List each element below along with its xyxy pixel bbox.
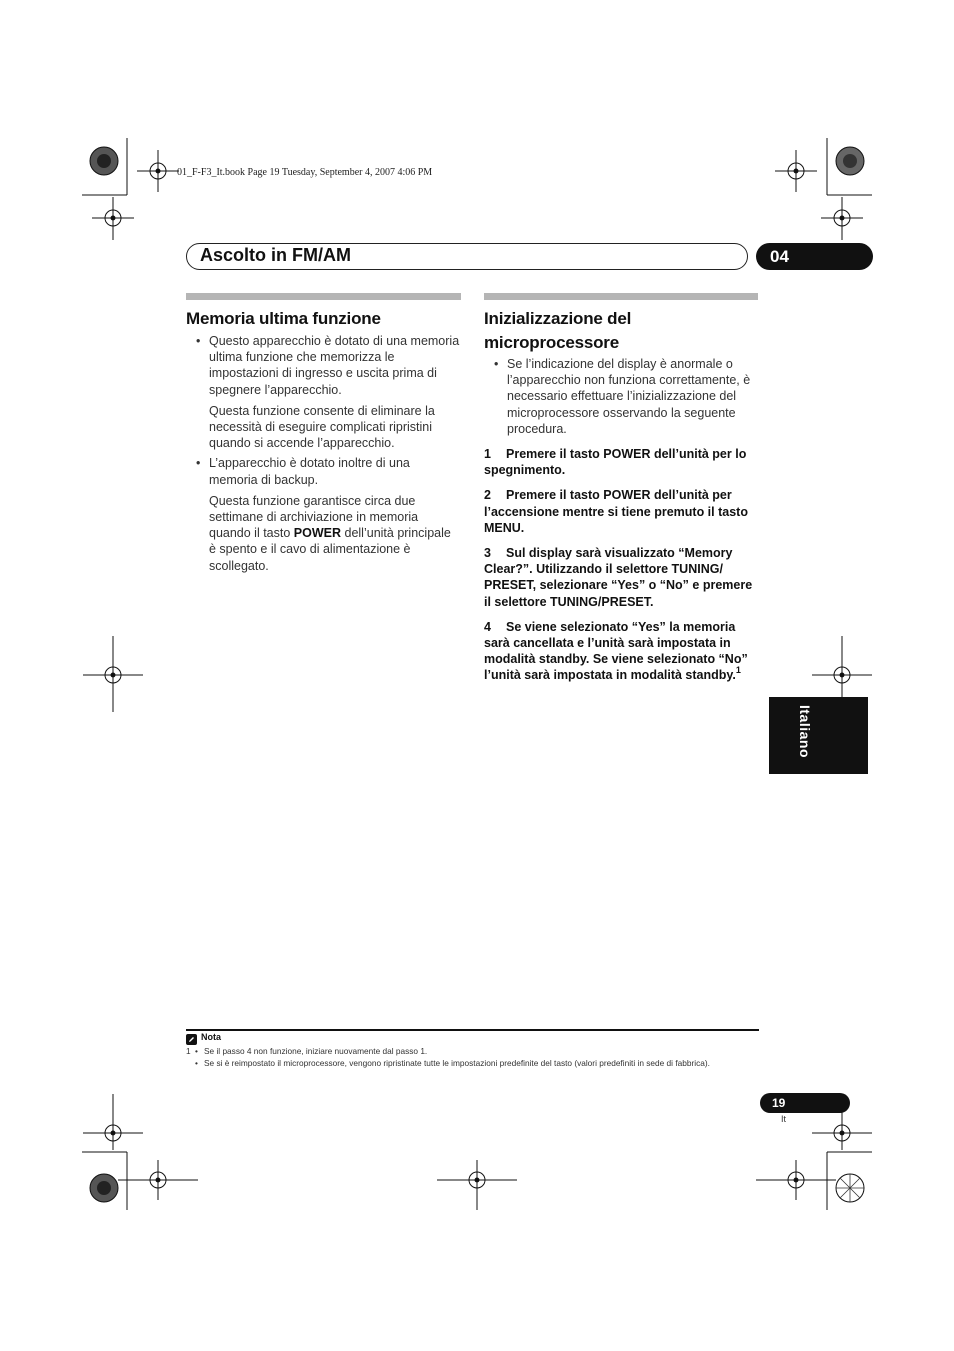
step-4: 4 Se viene selezionato “Yes” la memoria sarà cancellata e l’unità sarà impostata in modalità standby. Se viene selezionato “No” l’unità sarà impostata in modalità standby.$^1$ (484, 619, 748, 683)
footnotes (186, 1045, 746, 1069)
page-number: 19 (760, 1093, 850, 1113)
step-1: 1 Premere il tasto POWER dell’unità per lo spegnimento. (484, 447, 747, 478)
print-info: 01_F-F3_It.book Page 19 Tuesday, September 4, 2007 4:06 PM (177, 167, 433, 178)
power-keyword: POWER (293, 526, 342, 541)
note-title: Nota (201, 1032, 221, 1042)
note-pencil-icon (186, 1034, 197, 1045)
bullet-list (186, 333, 461, 398)
chapter-title: Ascolto in FM/AM (200, 245, 351, 265)
list-item: • Questo apparecchio è dotato di una memoria ultima funzione che memorizza le impostazioni di ingresso e uscita prima di spegnere l’apparecchio. (186, 333, 461, 398)
note-divider (186, 1029, 759, 1031)
section-rule (186, 293, 461, 300)
list-item: • L’apparecchio è dotato inoltre di una memoria di backup. (186, 455, 461, 487)
bullet-list (186, 455, 461, 487)
chapter-number: 04 (756, 243, 873, 270)
left-column (186, 293, 461, 574)
language-label: Italiano (797, 705, 813, 759)
section-rule (484, 293, 758, 300)
footnote-item: 1 • Se il passo 4 non funzione, iniziare nuovamente dal passo 1. (186, 1046, 428, 1056)
footnote-item: • Se si è reimpostato il microprocessore, vengono ripristinate tutte le impostazioni predefinite del tasto (valori predefiniti in sede di fabbrica). (195, 1058, 710, 1068)
page-language-code: It (781, 1114, 787, 1124)
paragraph: Questa funzione garantisce circa due settimane di archiviazione in memoria quando il tasto POWER dell’unità principale è spento e il cavo di alimentazione è scollegato. (209, 493, 451, 573)
list-item: • Se l’indicazione del display è anormale o l’apparecchio non funziona correttamente, è necessario effettuare l’inizializzazione del microprocessore osservando la seguente procedura. (484, 356, 758, 437)
step-3: 3 Sul display sarà visualizzato “Memory Clear?”. Utilizzando il selettore TUNING/ PRESET, selezionare “Yes” o “No” e premere il selettore TUNING/PRESET. (484, 546, 753, 609)
step-2: 2 Premere il tasto POWER dell’unità per l’accensione mentre si tiene premuto il tasto MENU. (484, 488, 748, 535)
paragraph: Questa funzione consente di eliminare la necessità di eseguire complicati ripristini quando si accende l’apparecchio. (209, 403, 435, 451)
section-title: Inizializzazione del microprocessore (484, 309, 632, 352)
footnote-ref: 1 (735, 665, 741, 676)
bullet-list (484, 356, 758, 437)
language-side-tab (769, 697, 868, 774)
right-column (484, 293, 758, 684)
section-title: Memoria ultima funzione (186, 309, 381, 328)
